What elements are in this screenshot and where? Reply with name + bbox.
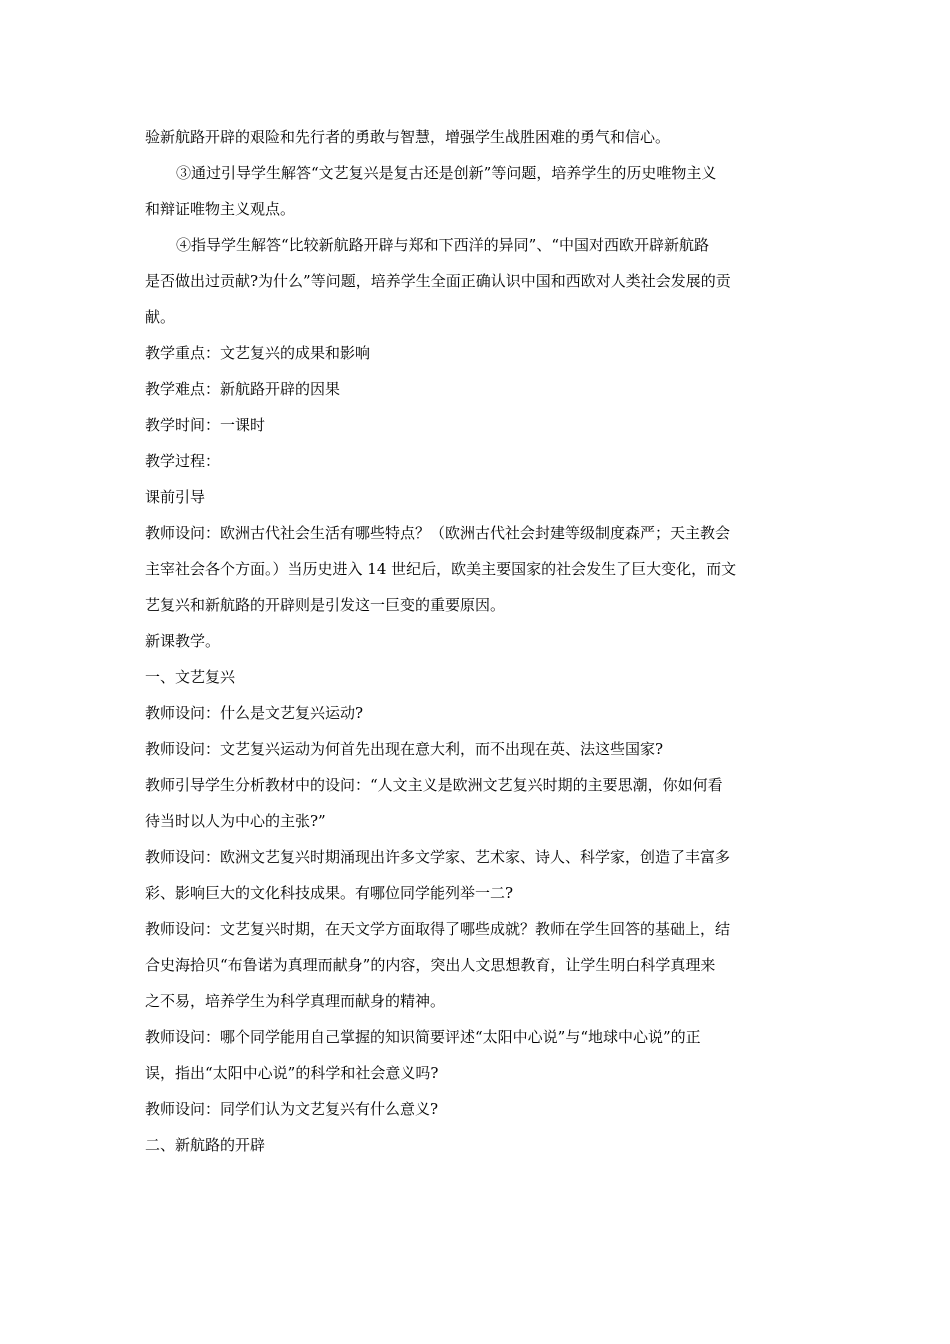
paragraph-line: ③通过引导学生解答“文艺复兴是复古还是创新”等问题，培养学生的历史唯物主义	[176, 164, 717, 182]
paragraph-line: 验新航路开辟的艰险和先行者的勇敢与智慧，增强学生战胜困难的勇气和信心。	[145, 128, 671, 146]
paragraph-line: 献。	[145, 308, 176, 326]
teaching-focus: 教学重点：文艺复兴的成果和影响	[145, 344, 371, 362]
paragraph-line: 主宰社会各个方面。）当历史进入 14 世纪后，欧美主要国家的社会发生了巨大变化，而文	[145, 560, 737, 578]
paragraph-line: 合史海拾贝“布鲁诺为真理而献身”的内容，突出人文思想教育，让学生明白科学真理来	[145, 956, 716, 974]
paragraph-line: 待当时以人为中心的主张?”	[145, 812, 326, 830]
paragraph-line: 教师设问：欧洲古代社会生活有哪些特点？（欧洲古代社会封建等级制度森严；天主教会	[145, 524, 731, 542]
teaching-difficulty: 教学难点：新航路开辟的因果	[145, 380, 341, 398]
teaching-time: 教学时间：一课时	[145, 416, 266, 434]
section-heading-renaissance: 一、文艺复兴	[145, 668, 236, 686]
paragraph-line: 教师设问：什么是文艺复兴运动?	[145, 704, 364, 722]
paragraph-line: ④指导学生解答“比较新航路开辟与郑和下西洋的异同”、“中国对西欧开辟新航路	[176, 236, 710, 254]
paragraph-line: 教师设问：文艺复兴运动为何首先出现在意大利，而不出现在英、法这些国家?	[145, 740, 664, 758]
paragraph-line: 教师设问：同学们认为文艺复兴有什么意义?	[145, 1100, 439, 1118]
paragraph-line: 教师设问：文艺复兴时期，在天文学方面取得了哪些成就？教师在学生回答的基础上，结	[145, 920, 731, 938]
new-lesson-heading: 新课教学。	[145, 632, 221, 650]
pre-class-heading: 课前引导	[145, 488, 206, 506]
paragraph-line: 彩、影响巨大的文化科技成果。有哪位同学能列举一二?	[145, 884, 514, 902]
teaching-process-heading: 教学过程：	[145, 452, 221, 470]
paragraph-line: 之不易，培养学生为科学真理而献身的精神。	[145, 992, 446, 1010]
document-page	[145, 119, 807, 1163]
section-heading-new-routes: 二、新航路的开辟	[145, 1136, 266, 1154]
paragraph-line: 误，指出“太阳中心说”的科学和社会意义吗?	[145, 1064, 439, 1082]
paragraph-line: 教师设问：哪个同学能用自己掌握的知识简要评述“太阳中心说”与“地球中心说”的正	[145, 1028, 701, 1046]
paragraph-line: 艺复兴和新航路的开辟则是引发这一巨变的重要原因。	[145, 596, 506, 614]
paragraph-line: 是否做出过贡献?为什么”等问题，培养学生全面正确认识中国和西欧对人类社会发展的贡	[145, 272, 731, 290]
paragraph-line: 教师引导学生分析教材中的设问：“人文主义是欧洲文艺复兴时期的主要思潮，你如何看	[145, 776, 723, 794]
paragraph-line: 教师设问：欧洲文艺复兴时期涌现出许多文学家、艺术家、诗人、科学家，创造了丰富多	[145, 848, 731, 866]
paragraph-line: 和辩证唯物主义观点。	[145, 200, 296, 218]
